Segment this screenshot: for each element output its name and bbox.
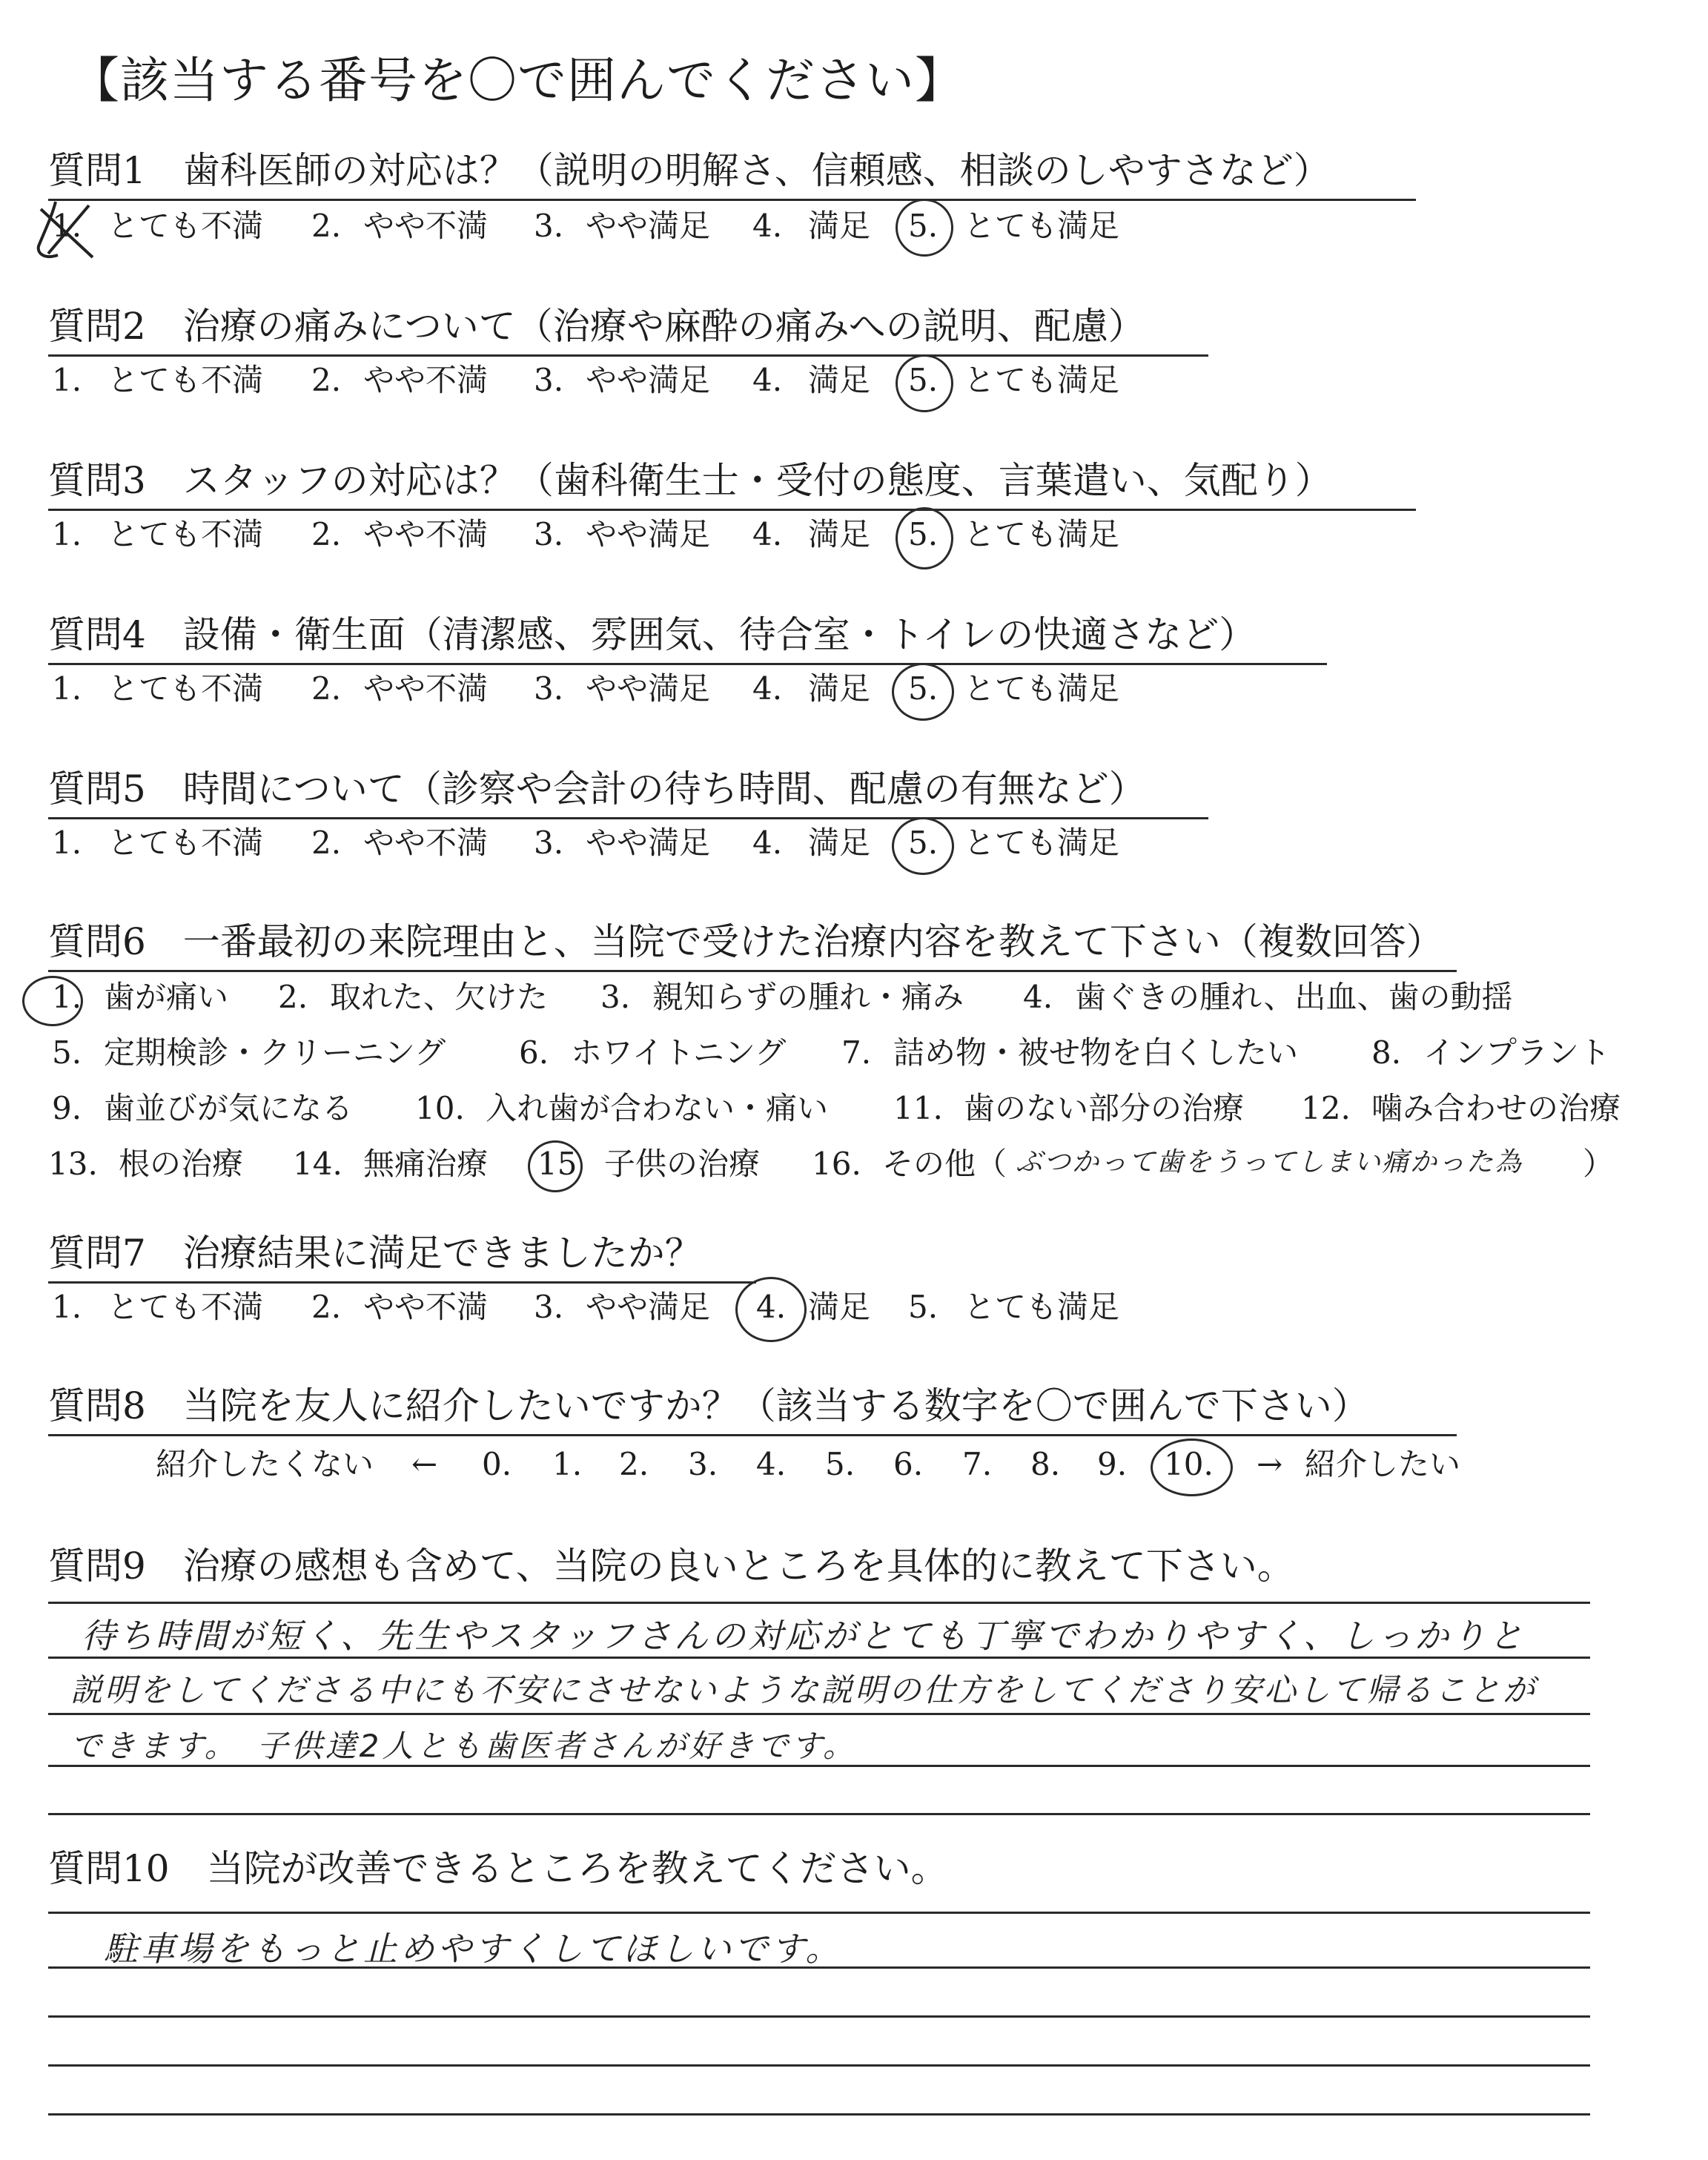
q2-option-3-num[interactable]: 3. [534,362,564,398]
q9-answer-line-rule-4 [48,1813,1590,1815]
q8-scale-7[interactable]: 7. [962,1446,993,1482]
q6-option-8-label[interactable]: インプラント [1423,1034,1611,1071]
q4-option-5-label[interactable]: とても満足 [964,670,1120,707]
q8-scale-5[interactable]: 5. [825,1446,855,1482]
q3-option-5-num[interactable]: 5. [908,516,939,552]
q4-option-4-label[interactable]: 満足 [808,670,871,707]
q6-option-9-label[interactable]: 歯並びが気になる [104,1090,354,1126]
q8-right-arrow: → [1257,1446,1283,1482]
q3-option-4-num[interactable]: 4. [752,516,783,552]
q6-option-11-num[interactable]: 11. [893,1090,943,1126]
q5-option-1-label[interactable]: とても不満 [107,825,264,861]
q2-title: 質問2 治療の痛みについて（治療や麻酔の痛みへの説明、配慮） [48,305,1145,348]
q4-option-3-num[interactable]: 3. [534,670,564,707]
q6-options-row-2 [0,1034,1708,1079]
q10-answer-line-rule-2 [48,2015,1590,2018]
q6-option-10-label[interactable]: 入れ歯が合わない・痛い [486,1090,829,1126]
q6-option-15-num[interactable]: 15 [537,1146,577,1182]
q5-selected-circle [892,817,954,875]
q6-option-6-num[interactable]: 6. [519,1034,549,1071]
q6-option-12-label[interactable]: 噛み合わせの治療 [1371,1090,1621,1126]
q4-title: 質問4 設備・衛生面（清潔感、雰囲気、待合室・トイレの快適さなど） [48,613,1257,656]
q3-option-1-num[interactable]: 1. [52,516,82,552]
q7-selected-circle [735,1277,807,1342]
q6-option-2-num[interactable]: 2. [278,979,308,1015]
q1-option-3-label[interactable]: やや満足 [586,208,711,244]
q6-selected-circle-1 [22,976,83,1026]
q6-option-11-label[interactable]: 歯のない部分の治療 [964,1090,1245,1126]
q7-option-4-num[interactable]: 4. [756,1289,787,1325]
q6-option-5-num[interactable]: 5. [52,1034,82,1071]
q7-option-4-label[interactable]: 満足 [808,1289,871,1325]
q6-option-4-num[interactable]: 4. [1023,979,1053,1015]
q6-option-14-num[interactable]: 14. [293,1146,342,1182]
q6-selected-circle-15 [528,1140,583,1192]
q4-option-4-num[interactable]: 4. [752,670,783,707]
q3-option-4-label[interactable]: 満足 [808,516,871,552]
q4-option-1-label[interactable]: とても不満 [107,670,264,707]
q8-scale-8[interactable]: 8. [1030,1446,1061,1482]
q7-options [0,1289,1708,1333]
q9-title: 質問9 治療の感想も含めて、当院の良いところを具体的に教えて下さい。 [48,1545,1294,1588]
q9-answer-line-top [48,1602,1590,1604]
q6-other-handwritten-answer[interactable]: ぶつかって歯をうってしまい痛かった為 [1016,1147,1523,1178]
q5-title: 質問5 時間について（診察や会計の待ち時間、配慮の有無など） [48,767,1146,810]
q1-selected-circle [896,199,953,257]
q5-option-5-label[interactable]: とても満足 [964,825,1120,861]
q7-option-2-num[interactable]: 2. [311,1289,342,1325]
q6-title: 質問6 一番最初の来院理由と、当院で受けた治療内容を教えて下さい（複数回答） [48,920,1443,963]
q8-scale-10[interactable]: 10. [1164,1446,1214,1482]
q2-option-2-num[interactable]: 2. [311,362,342,398]
q6-options-row-1 [0,979,1708,1023]
q3-options [0,516,1708,561]
q6-option-2-label[interactable]: 取れた、欠けた [330,979,549,1015]
q9-answer-line-1[interactable]: 待ち時間が短く、先生やスタッフさんの対応がとても丁寧でわかりやすく、しっかりと [82,1616,1526,1656]
q8-left-arrow: ← [411,1446,438,1482]
q7-option-1-num[interactable]: 1. [52,1289,82,1325]
q5-option-3-num[interactable]: 3. [534,825,564,861]
q8-scale-6[interactable]: 6. [893,1446,924,1482]
q7-option-2-label[interactable]: やや不満 [363,1289,489,1325]
q6-option-15-label[interactable]: 子供の治療 [604,1146,761,1182]
q5-rule [48,817,1208,819]
q7-option-5-label[interactable]: とても満足 [964,1289,1120,1325]
q2-option-4-num[interactable]: 4. [752,362,783,398]
q1-option-2-num[interactable]: 2. [311,208,342,244]
q4-option-1-num[interactable]: 1. [52,670,82,707]
q5-options [0,825,1708,869]
q6-option-14-label[interactable]: 無痛治療 [363,1146,489,1182]
q9-answer-line-3[interactable]: できます。 子供達2人とも歯医者さんが好きです。 [70,1728,858,1764]
q1-option-3-num[interactable]: 3. [534,208,564,244]
q6-option-16-close-paren: ） [1583,1146,1615,1182]
q1-option-5-label[interactable]: とても満足 [964,208,1120,244]
q3-option-3-num[interactable]: 3. [534,516,564,552]
q3-option-2-num[interactable]: 2. [311,516,342,552]
q1-option-4-num[interactable]: 4. [752,208,783,244]
q6-options-row-3 [0,1090,1708,1135]
q5-option-1-num[interactable]: 1. [52,825,82,861]
q4-option-3-label[interactable]: やや満足 [586,670,711,707]
q5-option-2-num[interactable]: 2. [311,825,342,861]
q2-option-1-label[interactable]: とても不満 [107,362,264,398]
q1-option-5-num[interactable]: 5. [908,208,939,244]
q6-option-3-label[interactable]: 親知らずの腫れ・痛み [652,979,964,1015]
q7-option-1-label[interactable]: とても不満 [107,1289,264,1325]
q2-option-3-label[interactable]: やや満足 [586,362,711,398]
q5-option-4-label[interactable]: 満足 [808,825,871,861]
q7-option-5-num[interactable]: 5. [908,1289,939,1325]
q5-option-3-label[interactable]: やや満足 [586,825,711,861]
q4-option-5-num[interactable]: 5. [908,670,939,707]
q6-option-13-label[interactable]: 根の治療 [119,1146,244,1182]
q2-option-1-num[interactable]: 1. [52,362,82,398]
q2-option-5-label[interactable]: とても満足 [964,362,1120,398]
q8-scale [0,1446,1708,1490]
q8-scale-2[interactable]: 2. [619,1446,649,1482]
q7-option-3-num[interactable]: 3. [534,1289,564,1325]
q7-title: 質問7 治療結果に満足できましたか？ [48,1232,702,1275]
q7-option-3-label[interactable]: やや満足 [586,1289,711,1325]
q1-options [0,208,1708,252]
q9-answer-line-rule-1 [48,1657,1590,1659]
q6-option-12-num[interactable]: 12. [1301,1090,1351,1126]
q5-option-5-num[interactable]: 5. [908,825,939,861]
q2-option-5-num[interactable]: 5. [908,362,939,398]
q3-rule [48,509,1416,511]
q6-option-6-label[interactable]: ホワイトニング [571,1034,787,1071]
q3-title: 質問3 スタッフの対応は？（歯科衛生士・受付の態度、言葉遣い、気配り） [48,459,1332,502]
q8-scale-0[interactable]: 0. [482,1446,512,1482]
q6-option-4-label[interactable]: 歯ぐきの腫れ、出血、歯の動揺 [1075,979,1513,1015]
q9-answer-line-2[interactable]: 説明をしてくださる中にも不安にさせないような説明の仕方をしてくださり安心して帰ることが [70,1672,1537,1709]
q1-title: 質問1 歯科医師の対応は？（説明の明解さ、信頼感、相談のしやすさなど） [48,149,1331,192]
q2-option-4-label[interactable]: 満足 [808,362,871,398]
q1-cross-mark [30,194,104,268]
q1-option-2-label[interactable]: やや不満 [363,208,489,244]
q8-rule [48,1434,1457,1436]
q10-answer-line-top [48,1912,1590,1914]
q4-option-2-label[interactable]: やや不満 [363,670,489,707]
q10-title: 質問10 当院が改善できるところを教えてください。 [48,1847,948,1890]
q5-option-2-label[interactable]: やや不満 [363,825,489,861]
q2-rule [48,354,1208,357]
q6-option-1-label[interactable]: 歯が痛い [104,979,229,1015]
q10-answer-line-rule-4 [48,2113,1590,2116]
q4-options [0,670,1708,715]
q10-answer-line-rule-1 [48,1966,1590,1969]
q6-option-5-label[interactable]: 定期検診・クリーニング [104,1034,446,1071]
q9-answer-line-rule-2 [48,1713,1590,1715]
q8-scale-9[interactable]: 9. [1097,1446,1128,1482]
q4-option-2-num[interactable]: 2. [311,670,342,707]
q6-option-7-num[interactable]: 7. [841,1034,872,1071]
q6-option-16-label[interactable]: その他（ [882,1146,1007,1182]
q8-scale-1[interactable]: 1. [552,1446,583,1482]
q5-option-4-num[interactable]: 4. [752,825,783,861]
q3-option-5-label[interactable]: とても満足 [964,516,1120,552]
q10-answer-line-1[interactable]: 駐車場をもっと止めやすくしてほしいです。 [104,1929,843,1969]
q2-selected-circle [896,354,953,412]
q6-option-7-label[interactable]: 詰め物・被せ物を白くしたい [893,1034,1299,1071]
q8-right-label: 紹介したい [1305,1446,1461,1482]
q3-option-3-label[interactable]: やや満足 [586,516,711,552]
q9-answer-line-rule-3 [48,1765,1590,1767]
q6-option-3-num[interactable]: 3. [600,979,631,1015]
q1-option-4-label[interactable]: 満足 [808,208,871,244]
q3-selected-circle [896,507,953,569]
q6-option-10-num[interactable]: 10. [415,1090,465,1126]
q2-options [0,362,1708,406]
q3-option-1-label[interactable]: とても不満 [107,516,264,552]
page-heading: 【該当する番号を〇で囲んでください】 [70,52,964,109]
q6-option-16-num[interactable]: 16. [812,1146,861,1182]
q6-option-1-num[interactable]: 1. [52,979,82,1015]
q8-selected-circle [1151,1439,1233,1496]
q6-option-8-num[interactable]: 8. [1371,1034,1402,1071]
q1-rule [48,199,1416,201]
q6-option-9-num[interactable]: 9. [52,1090,82,1126]
q8-scale-4[interactable]: 4. [756,1446,787,1482]
q2-option-2-label[interactable]: やや不満 [363,362,489,398]
q8-left-label: 紹介したくない [156,1446,374,1482]
q1-option-1-num[interactable]: 1. [52,208,82,244]
q6-option-13-num[interactable]: 13. [48,1146,98,1182]
q10-answer-line-rule-3 [48,2064,1590,2067]
q4-selected-circle [892,663,954,721]
q4-rule [48,663,1327,665]
q6-options-row-4 [0,1146,1708,1190]
q8-title: 質問8 当院を友人に紹介したいですか？（該当する数字を〇で囲んで下さい） [48,1384,1369,1427]
q7-rule [48,1281,756,1284]
q6-rule [48,970,1457,972]
q3-option-2-label[interactable]: やや不満 [363,516,489,552]
q8-scale-3[interactable]: 3. [688,1446,718,1482]
q1-option-1-label[interactable]: とても不満 [107,208,264,244]
